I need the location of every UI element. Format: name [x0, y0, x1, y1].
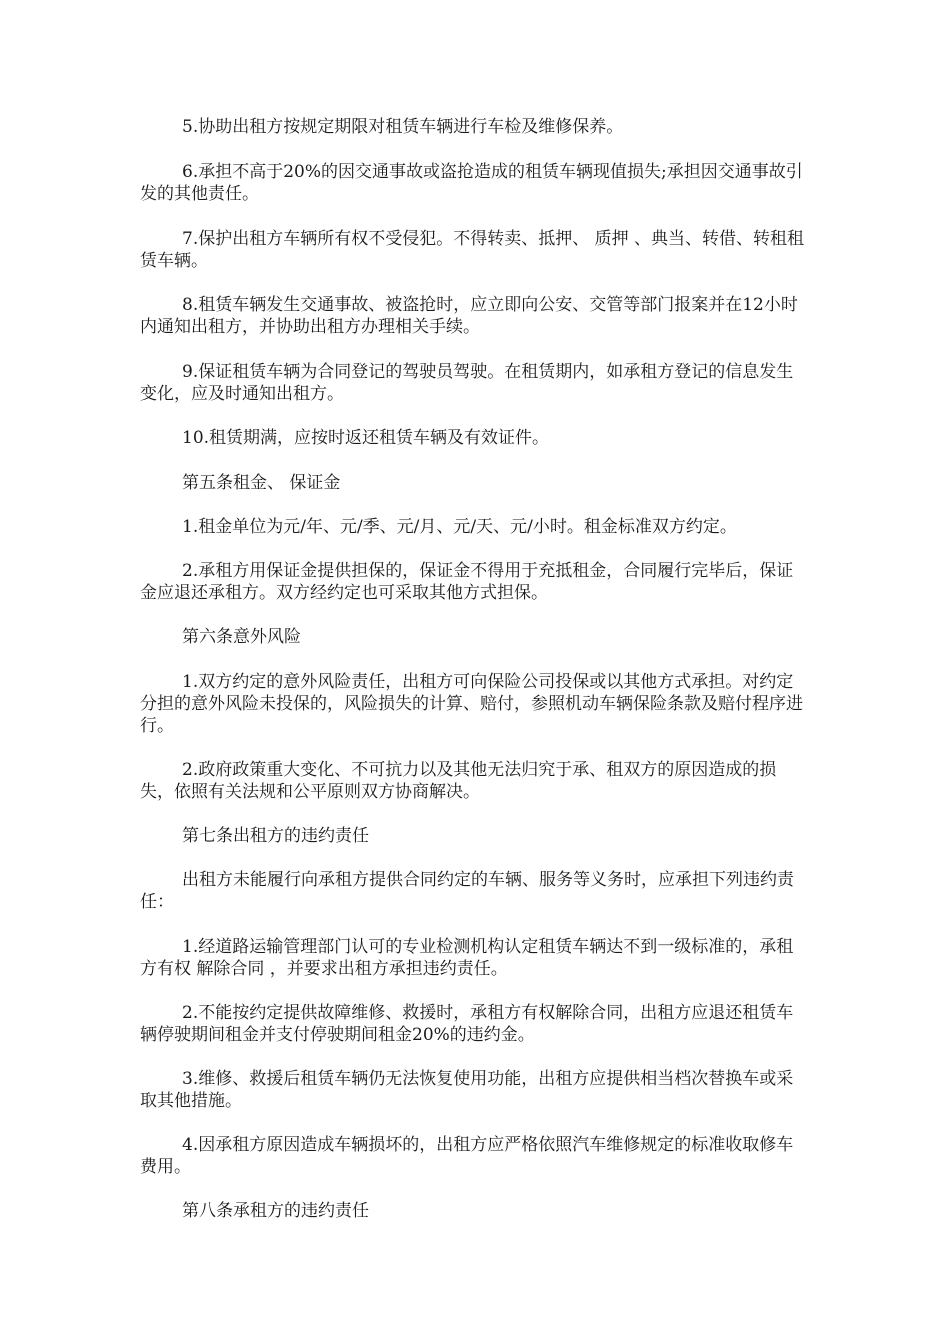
section-heading: 第五条租金、 保证金	[182, 473, 341, 493]
section-heading: 第七条出租方的违约责任	[182, 826, 369, 846]
clause-paragraph: 9.保证租赁车辆为合同登记的驾驶员驾驶。在租赁期内，如承租方登记的信息发生变化，应及时通知出租方。	[140, 362, 794, 404]
clause-paragraph: 2.政府政策重大变化、不可抗力以及其他无法归究于承、租双方的原因造成的损失，依照有关法规和公平原则双方协商解决。	[140, 760, 777, 802]
clause-paragraph: 1.双方约定的意外风险责任，出租方可向保险公司投保或以其他方式承担。对约定分担的意外风险未投保的，风险损失的计算、赔付，参照机动车辆保险条款及赔付程序进行。	[140, 672, 803, 736]
section-heading: 第六条意外风险	[182, 627, 301, 647]
clause-paragraph: 5.协助出租方按规定期限对租赁车辆进行车检及维修保养。	[182, 117, 624, 137]
section-heading: 第八条承租方的违约责任	[182, 1201, 369, 1221]
clause-paragraph: 2.不能按约定提供故障维修、救援时，承租方有权解除合同，出租方应退还租赁车辆停驶期间租金并支付停驶期间租金20%的违约金。	[140, 1003, 794, 1045]
clause-paragraph: 2.承租方用保证金提供担保的，保证金不得用于充抵租金，合同履行完毕后，保证金应退还承租方。双方经约定也可采取其他方式担保。	[140, 561, 794, 603]
clause-paragraph: 1.租金单位为元/年、元/季、元/月、元/天、元/小时。租金标准双方约定。	[182, 517, 737, 537]
clause-paragraph: 8.租赁车辆发生交通事故、被盗抢时，应立即向公安、交管等部门报案并在12小时内通知出租方，并协助出租方办理相关手续。	[140, 295, 798, 337]
clause-paragraph: 10.租赁期满，应按时返还租赁车辆及有效证件。	[182, 428, 550, 448]
clause-paragraph: 出租方未能履行向承租方提供合同约定的车辆、服务等义务时，应承担下列违约责任：	[140, 870, 794, 912]
clause-paragraph: 7.保护出租方车辆所有权不受侵犯。不得转卖、抵押、 质押 、典当、转借、转租租赁车辆。	[140, 229, 805, 271]
clause-paragraph: 1.经道路运输管理部门认可的专业检测机构认定租赁车辆达不到一级标准的，承租方有权 解除合同 ，并要求出租方承担违约责任。	[140, 937, 794, 979]
clause-paragraph: 4.因承租方原因造成车辆损坏的，出租方应严格依照汽车维修规定的标准收取修车费用。	[140, 1135, 794, 1177]
clause-paragraph: 3.维修、救援后租赁车辆仍无法恢复使用功能，出租方应提供相当档次替换车或采取其他措施。	[140, 1069, 794, 1111]
clause-paragraph: 6.承担不高于20%的因交通事故或盗抢造成的租赁车辆现值损失;承担因交通事故引发的其他责任。	[140, 162, 803, 204]
